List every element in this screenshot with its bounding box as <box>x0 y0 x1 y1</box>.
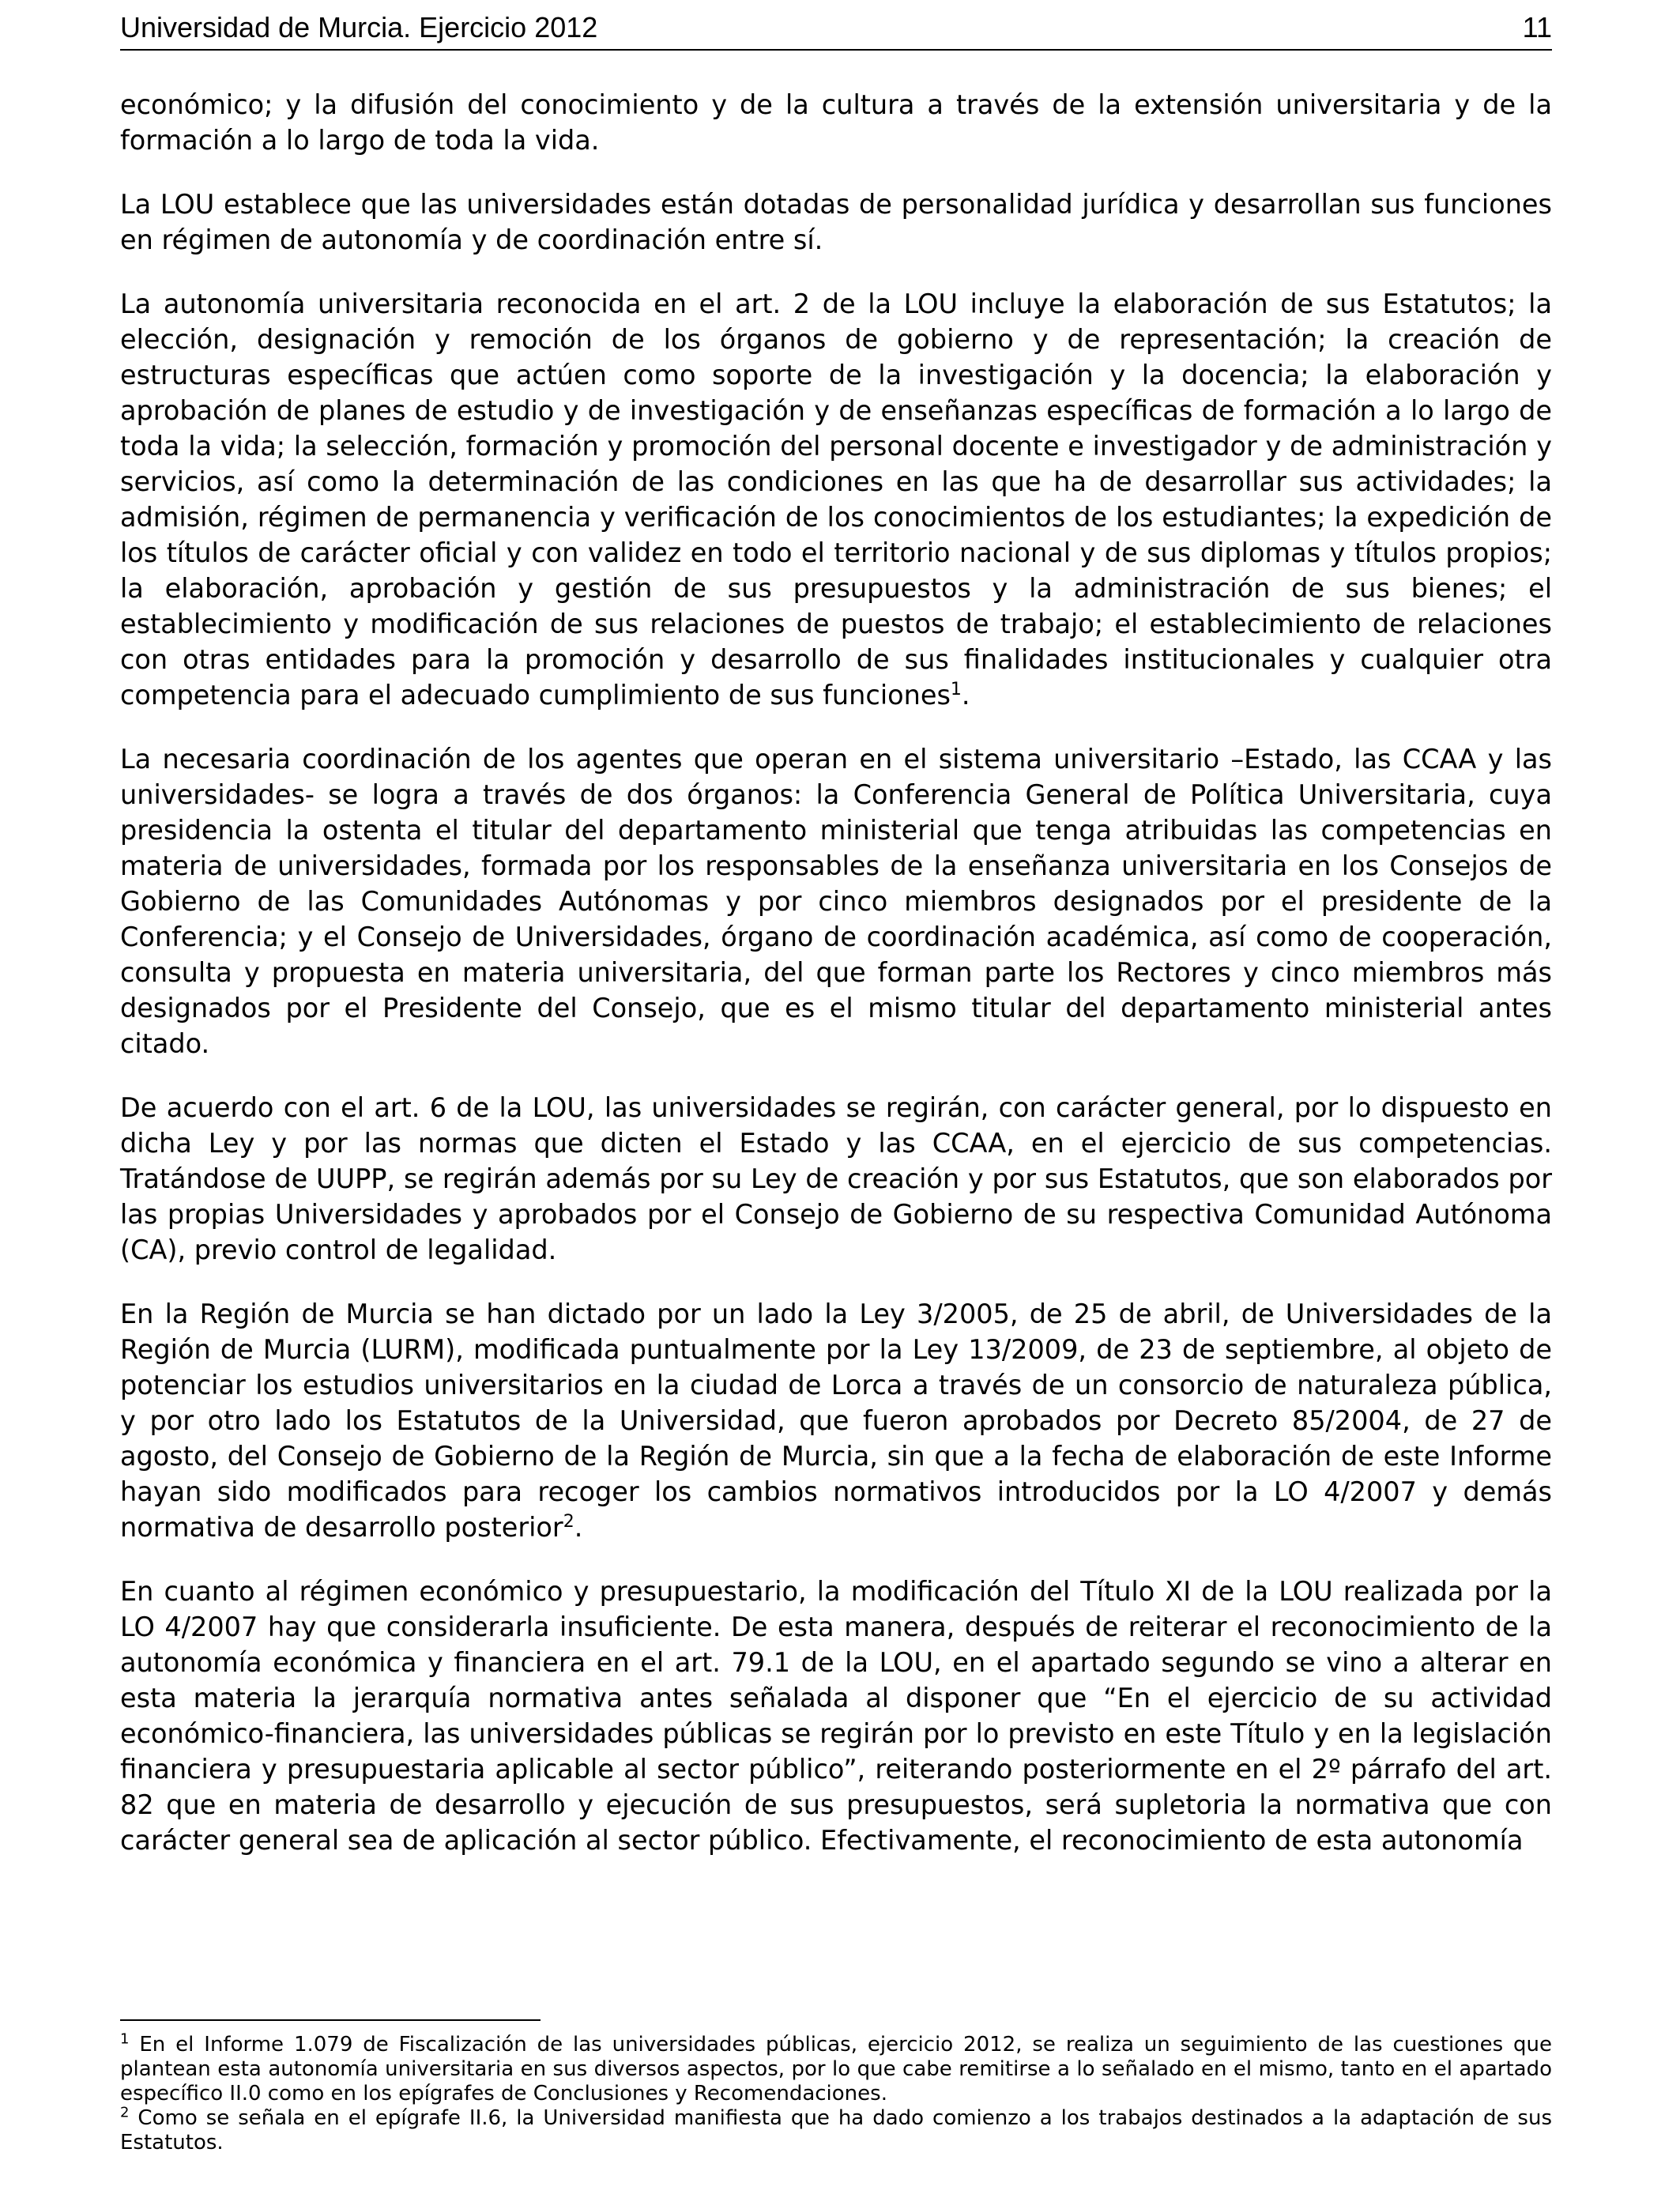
footnote-separator <box>120 2019 541 2021</box>
paragraph-text: La LOU establece que las universidades están dotadas de personalidad jurídica y desarrollan sus funciones en régimen de autonomía y de coordinación entre sí. <box>120 189 1552 255</box>
paragraph <box>120 187 1552 258</box>
footnote-reference[interactable]: 1 <box>950 679 962 699</box>
paragraph-text: económico; y la difusión del conocimiento y de la cultura a través de la extensión universitaria y de la formación a lo largo de toda la vida. <box>120 89 1552 156</box>
paragraph-text: En cuanto al régimen económico y presupuestario, la modificación del Título XI de la LOU realizada por la LO 4/2007 hay que considerarla insuficiente. De esta manera, después de reiterar el reconocimiento de la autonomía económica y financiera en el art. 79.1 de la LOU, en el apartado segundo se vino a alterar en esta materia la jerarquía normativa antes señalada al disponer que “En el ejercicio de su actividad económico-financiera, las universidades públicas se regirán por lo previsto en este Título y en la legislación financiera y presupuestaria aplicable al sector público”, reiterando posteriormente en el 2º párrafo del art. 82 que en materia de desarrollo y ejecución de sus presupuestos, será supletoria la normativa que con carácter general sea de aplicación al sector público. Efectivamente, el reconocimiento de esta autonomía <box>120 1576 1552 1856</box>
sentence-period: . <box>574 1512 583 1543</box>
footnote <box>120 2106 1552 2155</box>
header-title: Universidad de Murcia. Ejercicio 2012 <box>120 11 598 43</box>
footnote-text: En el Informe 1.079 de Fiscalización de las universidades públicas, ejercicio 2012, se realiza un seguimiento de las cuestiones que plantean esta autonomía universitaria en sus diversos aspectos, por lo que cabe remitirse a lo señalado en el mismo, tanto en el apartado específico II.0 como en los epígrafes de Conclusiones y Recomendaciones. <box>120 2033 1552 2105</box>
footnote <box>120 2030 1552 2106</box>
paragraph-text: La necesaria coordinación de los agentes que operan en el sistema universitario –Estado, las CCAA y las universidades- se logra a través de dos órganos: la Conferencia General de Política Universitaria, cuya presidencia la ostenta el titular del departamento ministerial que tenga atribuidas las competencias en materia de universidades, formada por los responsables de la enseñanza universitaria en los Consejos de Gobierno de las Comunidades Autónomas y por cinco miembros designados por el presidente de la Conferencia; y el Consejo de Universidades, órgano de coordinación académica, así como de cooperación, consulta y propuesta en materia universitaria, del que forman parte los Rectores y cinco miembros más designados por el Presidente del Consejo, que es el mismo titular del departamento ministerial antes citado. <box>120 744 1552 1059</box>
page-number: 11 <box>1522 11 1552 43</box>
page-header <box>120 8 1552 51</box>
paragraph <box>120 1574 1552 1858</box>
paragraph-text: La autonomía universitaria reconocida en el art. 2 de la LOU incluye la elaboración de sus Estatutos; la elección, designación y remoción de los órganos de gobierno y de representación; la creación de estructuras específicas que actúen como soporte de la investigación y la docencia; la elaboración y aprobación de planes de estudio y de investigación y de enseñanzas específicas de formación a lo largo de toda la vida; la selección, formación y promoción del personal docente e investigador y de administración y servicios, así como la determinación de las condiciones en las que ha de desarrollar sus actividades; la admisión, régimen de permanencia y verificación de los conocimientos de los estudiantes; la expedición de los títulos de carácter oficial y con validez en todo el territorio nacional y de sus diplomas y títulos propios; la elaboración, aprobación y gestión de sus presupuestos y la administración de sus bienes; el establecimiento y modificación de sus relaciones de puestos de trabajo; el establecimiento de relaciones con otras entidades para la promoción y desarrollo de sus finalidades institucionales y cualquier otra competencia para el adecuado cumplimiento de sus funciones <box>120 288 1552 711</box>
footnotes <box>120 2030 1552 2155</box>
paragraph-text: De acuerdo con el art. 6 de la LOU, las universidades se regirán, con carácter general, por lo dispuesto en dicha Ley y por las normas que dicten el Estado y las CCAA, en el ejercicio de sus competencias. Tratándose de UUPP, se regirán además por su Ley de creación y por sus Estatutos, que son elaborados por las propias Universidades y aprobados por el Consejo de Gobierno de su respectiva Comunidad Autónoma (CA), previo control de legalidad. <box>120 1092 1552 1265</box>
paragraph <box>120 1296 1552 1545</box>
paragraph <box>120 87 1552 158</box>
footnote-reference[interactable]: 2 <box>563 1511 574 1532</box>
sentence-period: . <box>961 680 970 711</box>
paragraph-text: En la Región de Murcia se han dictado por un lado la Ley 3/2005, de 25 de abril, de Universidades de la Región de Murcia (LURM), modificada puntualmente por la Ley 13/2009, de 23 de septiembre, al objeto de potenciar los estudios universitarios en la ciudad de Lorca a través de un consorcio de naturaleza pública, y por otro lado los Estatutos de la Universidad, que fueron aprobados por Decreto 85/2004, de 27 de agosto, del Consejo de Gobierno de la Región de Murcia, sin que a la fecha de elaboración de este Informe hayan sido modificados para recoger los cambios normativos introducidos por la LO 4/2007 y demás normativa de desarrollo posterior <box>120 1299 1552 1543</box>
footnote-mark: 1 <box>120 2030 130 2048</box>
paragraph <box>120 1090 1552 1268</box>
paragraph <box>120 286 1552 713</box>
footnote-mark: 2 <box>120 2104 130 2121</box>
paragraph <box>120 741 1552 1061</box>
page-body <box>120 87 1552 1887</box>
footnote-text: Como se señala en el epígrafe II.6, la Universidad manifiesta que ha dado comienzo a los trabajos destinados a la adaptación de sus Estatutos. <box>120 2106 1552 2154</box>
